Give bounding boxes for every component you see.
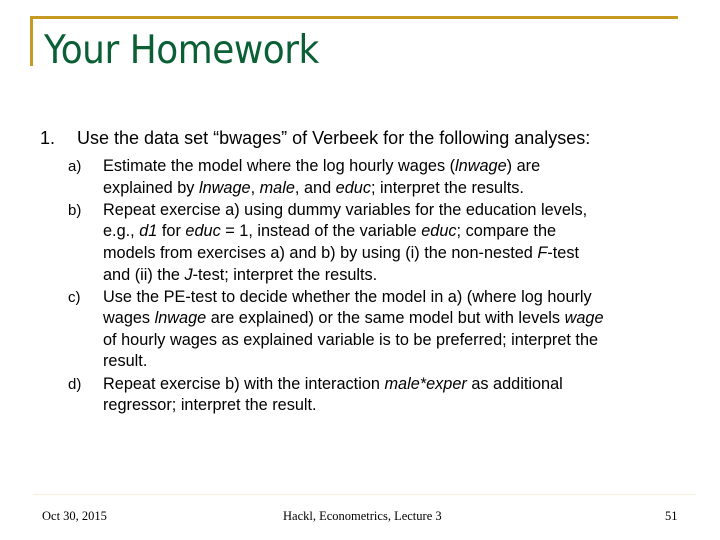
variable-name: educ bbox=[335, 178, 371, 197]
page-number: 51 bbox=[665, 509, 678, 523]
subitem-line bbox=[103, 244, 579, 263]
subitem-line bbox=[103, 288, 592, 307]
text-segment: of hourly wages as explained variable is to be preferred; interpret the bbox=[103, 330, 599, 349]
text-segment: , and bbox=[294, 178, 336, 197]
footer-title: Hackl, Econometrics, Lecture 3 bbox=[283, 509, 442, 523]
subitem-line bbox=[103, 222, 556, 241]
title-rule-horizontal bbox=[30, 16, 678, 19]
text-segment: -test; interpret the results. bbox=[192, 265, 378, 284]
variable-name: male bbox=[259, 178, 295, 197]
subitem-label: d) bbox=[68, 375, 82, 393]
text-segment: = 1, instead of the variable bbox=[220, 222, 422, 241]
variable-name: d1 bbox=[139, 222, 158, 241]
variable-name: wage bbox=[564, 309, 604, 328]
subitem-line bbox=[103, 331, 598, 350]
text-segment: ) are bbox=[506, 157, 541, 175]
variable-name: lnwage bbox=[154, 309, 207, 328]
subitem-line bbox=[103, 375, 563, 394]
text-segment: ; interpret the results. bbox=[370, 178, 524, 197]
text-segment: are explained) or the same model but with levels bbox=[206, 309, 565, 328]
text-segment: e.g., bbox=[103, 222, 140, 241]
footer-date: Oct 30, 2015 bbox=[42, 509, 107, 523]
text-segment: ; compare the bbox=[456, 222, 557, 241]
subitem-line bbox=[103, 157, 540, 176]
variable-name: F bbox=[537, 243, 548, 262]
variable-name: educ bbox=[421, 222, 457, 241]
text-segment: for bbox=[157, 222, 186, 241]
text-segment: Use the PE-test to decide whether the model in a) (where log hourly bbox=[103, 287, 592, 306]
title-rule-vertical bbox=[30, 16, 33, 66]
text-segment: -test bbox=[547, 243, 579, 262]
text-segment: models from exercises a) and b) by using (i) the non-nested bbox=[103, 243, 538, 262]
subitem-line bbox=[103, 396, 317, 415]
variable-name: male*exper bbox=[384, 374, 467, 393]
text-segment: as additional bbox=[466, 374, 563, 393]
text-segment: result. bbox=[103, 352, 148, 371]
variable-name: educ bbox=[185, 222, 221, 241]
subitem-line bbox=[103, 309, 604, 328]
footer-divider bbox=[33, 494, 696, 495]
text-segment: explained by bbox=[103, 178, 199, 197]
variable-name: lnwage bbox=[455, 157, 507, 175]
variable-name: J bbox=[184, 265, 193, 284]
subitem-line bbox=[103, 179, 524, 198]
subitem-line bbox=[103, 266, 377, 285]
text-segment: Repeat exercise b) with the interaction bbox=[103, 374, 385, 393]
variable-name: lnwage bbox=[198, 178, 251, 197]
page-title: Your Homework bbox=[44, 28, 319, 73]
text-segment: Estimate the model where the log hourly wages ( bbox=[103, 157, 456, 175]
subitem-label: c) bbox=[68, 288, 81, 306]
text-segment: , bbox=[250, 178, 260, 197]
subitem-label: b) bbox=[68, 201, 82, 219]
item-number: 1. bbox=[40, 128, 56, 148]
text-segment: regressor; interpret the result. bbox=[103, 396, 317, 415]
item-text: Use the data set “bwages” of Verbeek for the following analyses: bbox=[77, 128, 591, 148]
subitem-line bbox=[103, 352, 147, 371]
text-segment: and (ii) the bbox=[103, 265, 185, 284]
subitem-label: a) bbox=[68, 158, 82, 175]
subitem-line bbox=[103, 201, 587, 220]
text-segment: Repeat exercise a) using dummy variables for the education levels, bbox=[103, 200, 588, 219]
text-segment: wages bbox=[103, 309, 155, 328]
